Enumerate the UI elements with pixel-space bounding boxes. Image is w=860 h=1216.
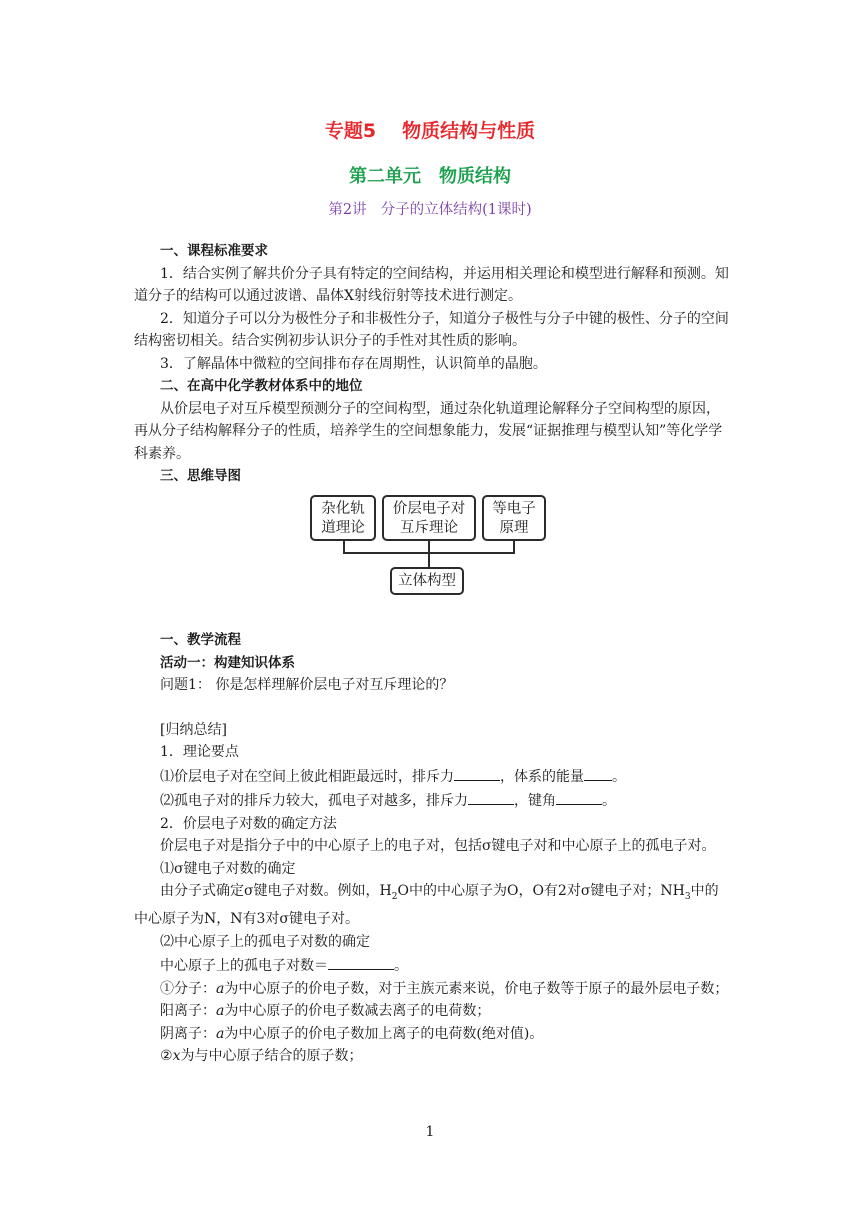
text: 。 bbox=[612, 768, 626, 785]
text: 。 bbox=[394, 958, 408, 975]
text: 为中心原子的价电子数加上离子的电荷数(绝对值)。 bbox=[224, 1025, 544, 1042]
lecture-title bbox=[0, 198, 860, 219]
spacer bbox=[134, 697, 732, 719]
variable-a: a bbox=[216, 1003, 225, 1020]
text: 中的中心原子为N，N有3对σ键电子对。 bbox=[134, 883, 719, 928]
section2-title: 二、在高中化学教材体系中的地位 bbox=[160, 378, 363, 394]
fill-blank[interactable] bbox=[328, 953, 394, 970]
variable-a: a bbox=[216, 980, 225, 997]
case-x bbox=[134, 1045, 732, 1068]
activity-title: 活动一：构建知识体系 bbox=[160, 654, 295, 671]
summary-tag: [归纳总结] bbox=[160, 721, 227, 738]
text: ①分子： bbox=[160, 980, 216, 997]
text: ② bbox=[160, 1048, 173, 1065]
standard-item-3: 3．了解晶体中微粒的空间排布存在周期性，认识简单的晶胞。 bbox=[160, 355, 547, 372]
section2-text: 从价层电子对互斥模型预测分子的空间构型，通过杂化轨道理论解释分子空间构型的原因，再从分子结构解释分子的性质，培养学生的空间想象能力，发展“证据推理与模型认知”等化学学科素养。 bbox=[134, 400, 723, 462]
teaching-block bbox=[134, 629, 732, 1068]
point-1b bbox=[134, 788, 732, 813]
topic-name: 物质结构与性质 bbox=[402, 120, 536, 142]
subscript: 2 bbox=[391, 891, 398, 902]
topic-number: 专题5 bbox=[324, 120, 377, 142]
unit-title bbox=[0, 162, 860, 188]
lecture-name: 分子的立体结构(1课时) bbox=[380, 202, 532, 218]
sub-2: ⑵中心原子上的孤电子对数的确定 bbox=[160, 933, 370, 950]
point-1a bbox=[134, 764, 732, 789]
case-molecule bbox=[134, 978, 732, 1001]
fill-blank[interactable] bbox=[556, 788, 602, 805]
section3-title: 三、思维导图 bbox=[160, 468, 241, 484]
text: 为与中心原子结合的原子数； bbox=[180, 1048, 363, 1065]
sub-2-text bbox=[134, 953, 732, 978]
variable-a: a bbox=[216, 1025, 225, 1042]
mindmap-node-isoelectronic bbox=[482, 495, 546, 541]
standard-item-1: 1．结合实例了解共价分子具有特定的空间结构，并运用相关理论和模型进行解释和预测。知道分子的结构可以通过波谱、晶体X射线衍射等技术进行测定。 bbox=[134, 265, 729, 304]
subscript: 3 bbox=[684, 891, 691, 902]
standards-block bbox=[134, 240, 732, 488]
connector-line bbox=[428, 552, 430, 568]
case-cation bbox=[134, 1000, 732, 1023]
text: ⑵孤电子对的排斥力较大，孤电子对越多，排斥力 bbox=[160, 793, 468, 809]
text: ，键角 bbox=[514, 793, 556, 809]
mind-map bbox=[310, 495, 550, 595]
text: 。 bbox=[602, 793, 616, 809]
node-text: 价层电子对 bbox=[392, 501, 466, 517]
text: 阳离子： bbox=[160, 1003, 216, 1020]
teaching-title: 一、教学流程 bbox=[160, 632, 241, 648]
point-1: 1．理论要点 bbox=[160, 744, 239, 760]
point-2: 2．价层电子对数的确定方法 bbox=[160, 815, 337, 832]
case-anion bbox=[134, 1023, 732, 1046]
fill-blank[interactable] bbox=[454, 764, 500, 781]
mindmap-node-hybrid-orbital bbox=[310, 495, 376, 541]
text: O中的中心原子为O，O有2对σ键电子对；NH bbox=[397, 883, 685, 899]
page-number: 1 bbox=[425, 1124, 435, 1140]
topic-title bbox=[0, 116, 860, 143]
standard-item-2: 2．知道分子可以分为极性分子和非极性分子，知道分子极性与分子中键的极性、分子的空间结构密切相关。结合实例初步认识分子的手性对其性质的影响。 bbox=[134, 310, 729, 349]
text: 为中心原子的价电子数减去离子的电荷数； bbox=[224, 1003, 491, 1020]
node-text: 杂化轨 bbox=[321, 501, 365, 517]
node-text: 立体构型 bbox=[398, 573, 456, 589]
text: ，体系的能量 bbox=[500, 768, 584, 785]
mindmap-node-vsepr bbox=[382, 495, 476, 541]
sub-1-text bbox=[134, 880, 732, 931]
section1-title: 一、课程标准要求 bbox=[160, 243, 268, 259]
node-text: 道理论 bbox=[321, 520, 365, 536]
unit-name: 物质结构 bbox=[439, 166, 511, 187]
text: 为中心原子的价电子数，对于主族元素来说，价电子数等于原子的最外层电子数； bbox=[224, 980, 729, 997]
node-text: 互斥理论 bbox=[400, 520, 458, 536]
node-text: 原理 bbox=[499, 520, 529, 536]
text: 中心原子上的孤电子对数＝ bbox=[160, 958, 328, 975]
node-text: 等电子 bbox=[492, 501, 536, 517]
variable-x: x bbox=[172, 1048, 181, 1065]
lecture-number: 第2讲 bbox=[328, 202, 367, 218]
fill-blank[interactable] bbox=[584, 764, 612, 781]
text: ⑴价层电子对在空间上彼此相距最远时，排斥力 bbox=[160, 768, 454, 785]
text: 由分子式确定σ键电子对数。例如，H bbox=[160, 883, 392, 899]
point-2-text: 价层电子对是指分子中的中心原子上的电子对，包括σ键电子对和中心原子上的孤电子对。 bbox=[160, 838, 716, 854]
question-1: 问题1： 你是怎样理解价层电子对互斥理论的？ bbox=[160, 677, 454, 693]
fill-blank[interactable] bbox=[468, 788, 514, 805]
sub-1: ⑴σ键电子对数的确定 bbox=[160, 860, 296, 877]
unit-number: 第二单元 bbox=[349, 166, 421, 187]
mindmap-root-node bbox=[390, 567, 464, 595]
text: 阴离子： bbox=[160, 1025, 216, 1042]
